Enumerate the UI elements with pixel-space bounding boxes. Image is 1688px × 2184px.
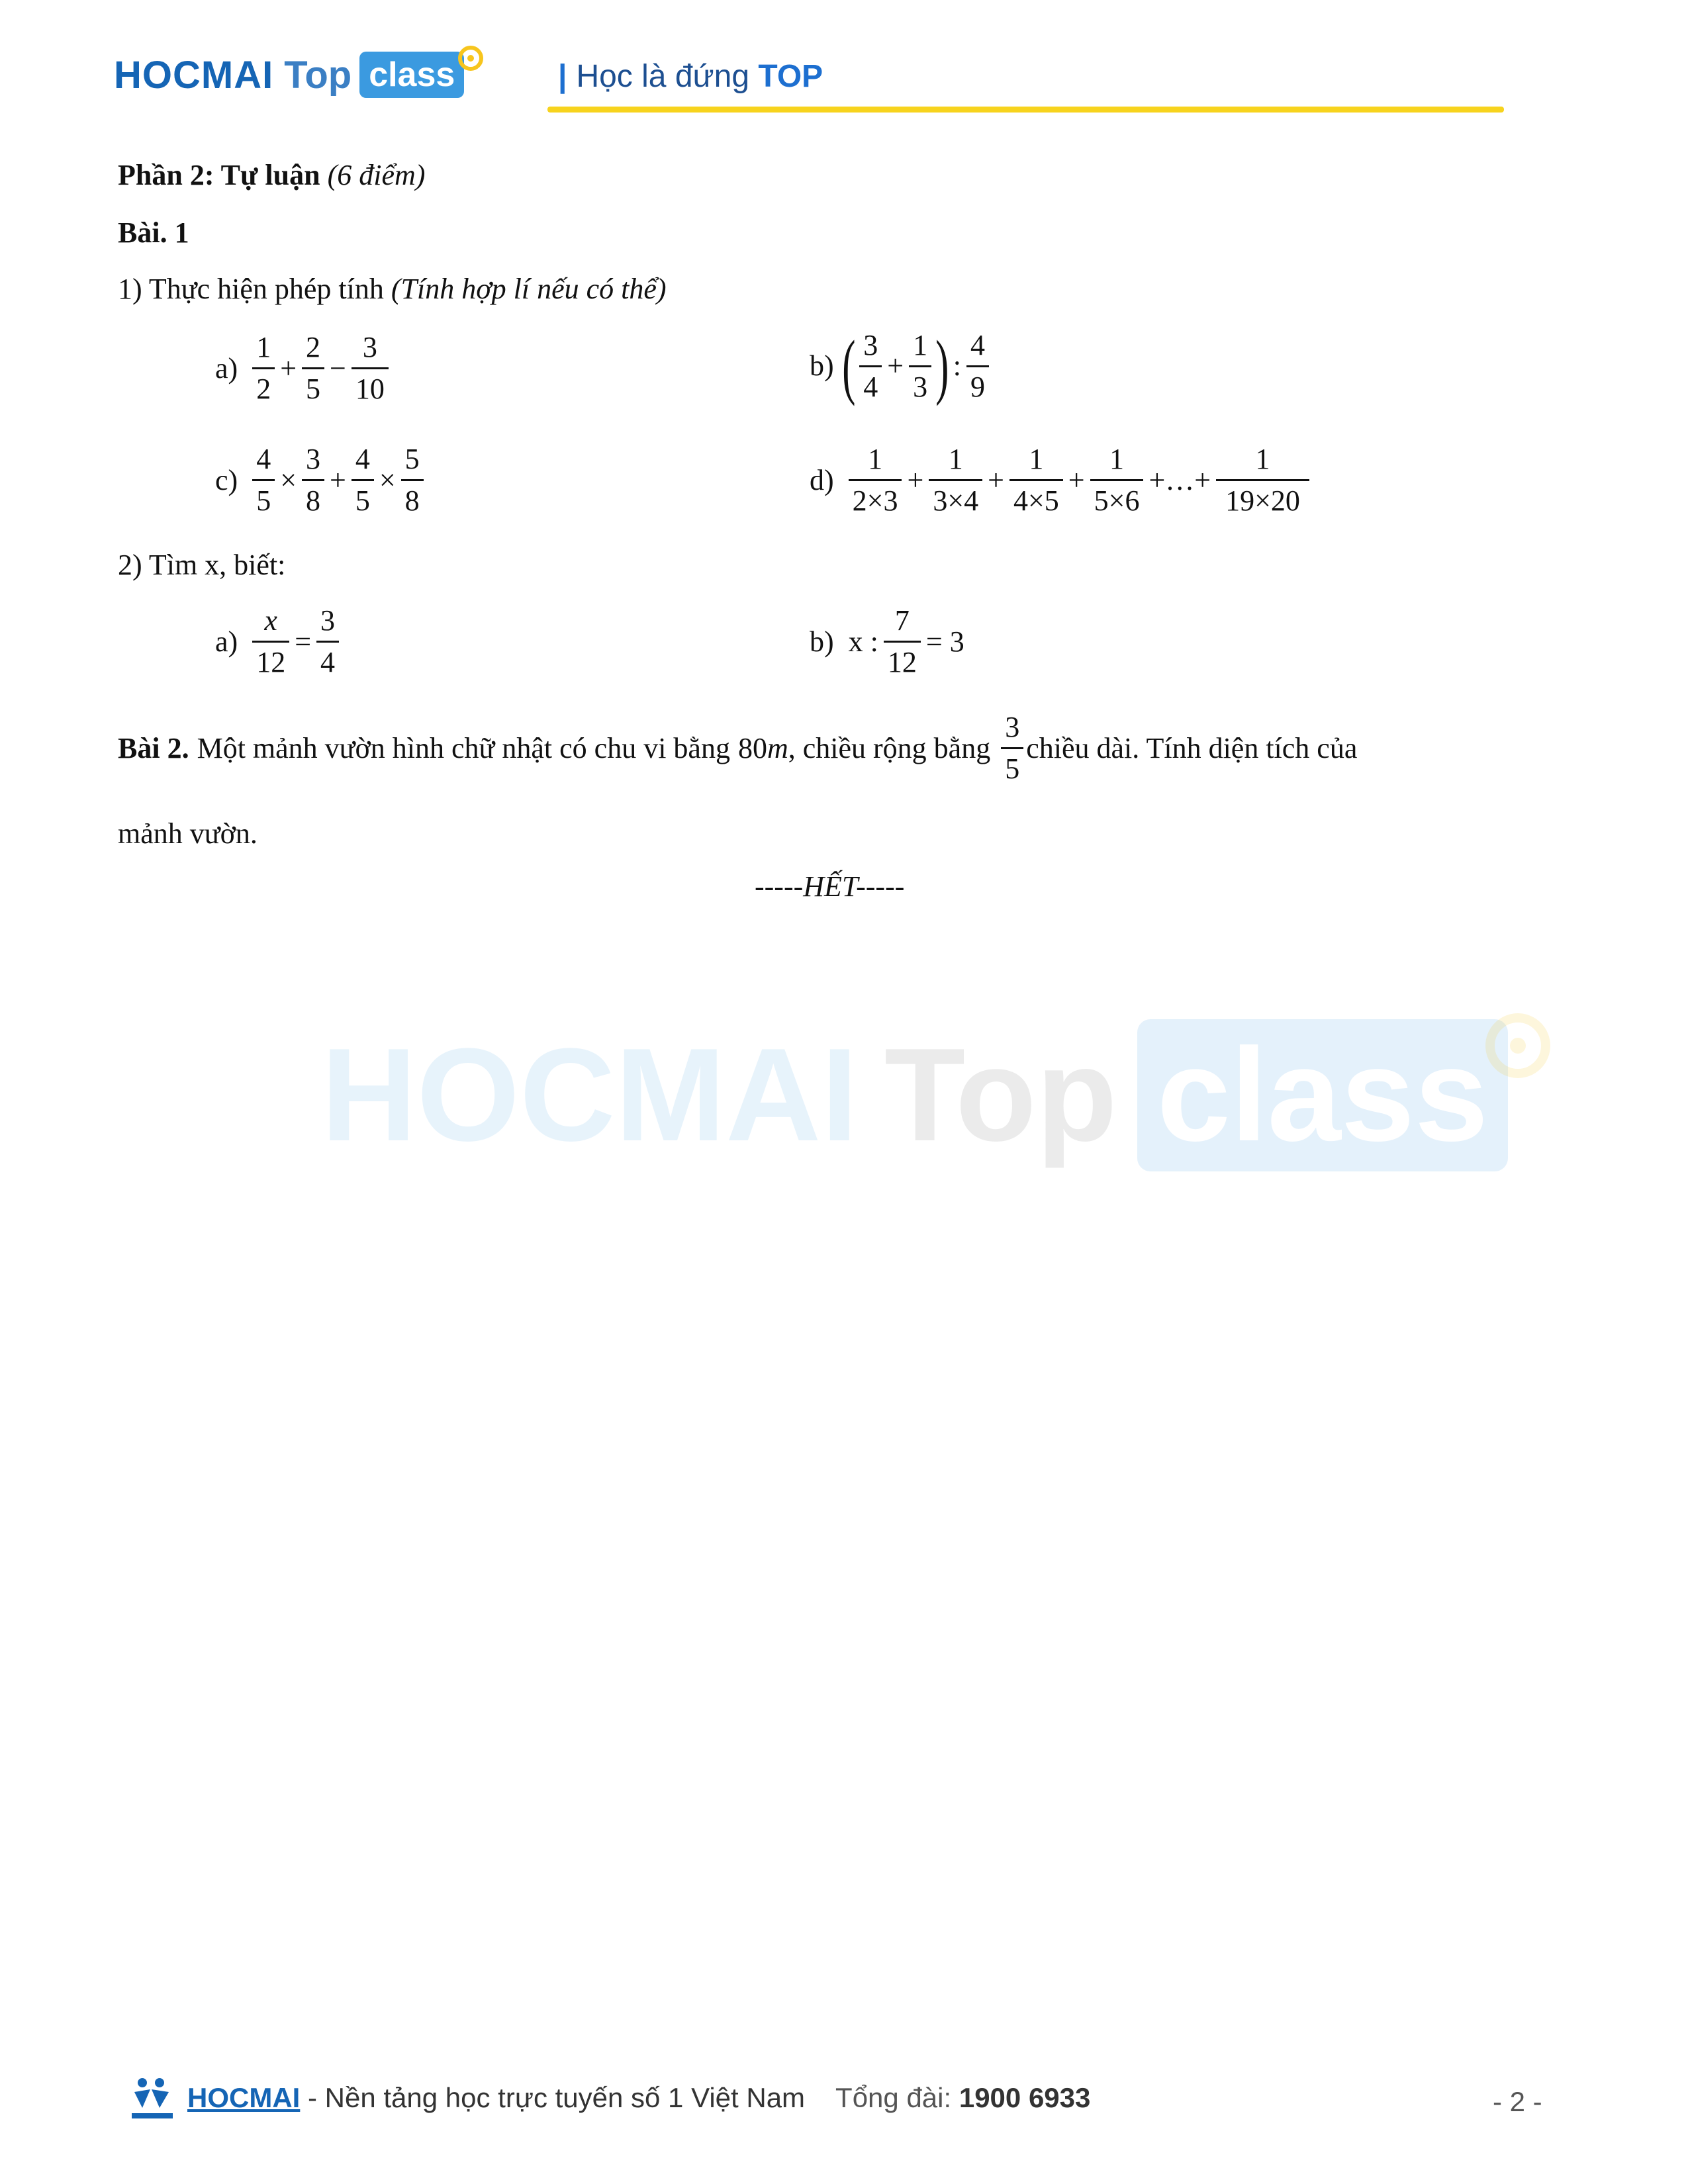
- exercise-1a: [215, 333, 391, 404]
- label-1c: c): [215, 463, 238, 496]
- logo-top-text: Top: [284, 53, 352, 97]
- fraction: [909, 328, 931, 403]
- numerator: 4: [970, 328, 985, 361]
- denominator: 12: [884, 641, 921, 677]
- fraction: [859, 328, 882, 403]
- fraction: [1001, 713, 1023, 784]
- header-yellow-rule: [547, 107, 1504, 113]
- numerator: x: [264, 604, 277, 637]
- part1-prompt-text: 1) Thực hiện phép tính: [118, 273, 384, 305]
- operator-dots: +…+: [1149, 463, 1211, 496]
- hocmai-people-icon: [129, 2075, 175, 2121]
- exercise-2b: [810, 606, 967, 677]
- bai2-text3: chiều dài. Tính diện tích của: [1026, 731, 1358, 764]
- denominator: 10: [352, 367, 389, 404]
- numerator: 1: [1255, 443, 1270, 475]
- part2-prompt-text: 2) Tìm x, biết:: [118, 549, 286, 581]
- watermark: [321, 1019, 1554, 1171]
- fraction: [352, 445, 374, 516]
- section-title: [118, 161, 425, 190]
- denominator: 8: [401, 479, 424, 516]
- watermark-gear-icon: [1481, 1009, 1554, 1082]
- operator: ×: [379, 463, 396, 496]
- bai2-text4: mảnh vườn.: [118, 817, 258, 850]
- exercise-1b: [810, 326, 992, 406]
- label-1d: d): [810, 463, 834, 496]
- denominator: 3×4: [929, 479, 982, 516]
- exercise-2a: [215, 606, 342, 677]
- bai2-line1: [118, 713, 1357, 784]
- denominator: 4×5: [1009, 479, 1063, 516]
- fraction: [252, 333, 275, 404]
- slogan-strong: TOP: [758, 59, 823, 94]
- fraction: [966, 328, 989, 403]
- denominator: 2: [252, 367, 275, 404]
- logo-class-badge: class: [359, 52, 464, 98]
- watermark-top: Top: [884, 1021, 1117, 1169]
- denominator: 12: [252, 641, 289, 677]
- denominator: 5: [252, 479, 275, 516]
- footer-tel-number: 1900 6933: [959, 2082, 1091, 2113]
- operator: +: [330, 463, 346, 496]
- part2-prompt: [118, 551, 285, 580]
- left-paren: (: [841, 326, 856, 406]
- section-points: (6 điểm): [327, 159, 426, 191]
- denominator: 8: [302, 479, 324, 516]
- operator: x :: [848, 625, 878, 658]
- numerator: 3: [1005, 711, 1020, 743]
- denominator: 4: [316, 641, 339, 677]
- perimeter-unit: m: [767, 731, 788, 764]
- numerator: 3: [362, 331, 377, 363]
- numerator: 1: [1109, 443, 1125, 475]
- denominator: 5: [352, 479, 374, 516]
- slogan-prefix: Học là đứng: [576, 59, 750, 94]
- operator: +: [907, 463, 924, 496]
- numerator: 1: [913, 328, 928, 361]
- denominator: 2×3: [849, 479, 902, 516]
- bai2-text2: , chiều rộng bằng: [788, 731, 991, 764]
- numerator: 3: [306, 443, 321, 475]
- fraction: [849, 445, 902, 516]
- part1-hint: (Tính hợp lí nếu có thể): [391, 273, 667, 305]
- operator: =: [295, 625, 312, 658]
- fraction: [252, 606, 289, 677]
- denominator: 4: [859, 365, 882, 402]
- fraction: [352, 333, 389, 404]
- header-slogan: [558, 58, 823, 95]
- fraction: [884, 606, 921, 677]
- label-2b: b): [810, 625, 834, 658]
- fraction: [929, 445, 982, 516]
- numerator: 1: [256, 331, 271, 363]
- numerator: 2: [306, 331, 321, 363]
- denominator: 3: [909, 365, 931, 402]
- operator: +: [887, 349, 904, 382]
- label-1a: a): [215, 351, 238, 385]
- numerator: 3: [863, 328, 878, 361]
- operator: :: [953, 349, 961, 382]
- numerator: 3: [320, 604, 336, 637]
- end-mark: [755, 872, 904, 901]
- denominator: 19×20: [1216, 479, 1309, 516]
- bai2-heading: Bài 2.: [118, 731, 189, 764]
- slogan-divider: |: [558, 59, 567, 94]
- bai1-heading: [118, 218, 189, 248]
- fraction: [1216, 445, 1309, 516]
- label-1b: b): [810, 349, 834, 382]
- fraction: [302, 333, 324, 404]
- right-paren: ): [935, 326, 949, 406]
- gear-star-icon: [456, 44, 485, 73]
- denominator: 5: [302, 367, 324, 404]
- fraction: [1090, 445, 1144, 516]
- footer: [129, 2075, 1090, 2121]
- page-number-text: - 2 -: [1493, 2086, 1542, 2117]
- numerator: 1: [868, 443, 883, 475]
- bai2-perimeter: [737, 731, 788, 764]
- operator: +: [1068, 463, 1085, 496]
- footer-brand-link[interactable]: HOCMAI: [187, 2082, 301, 2113]
- fraction: [1009, 445, 1063, 516]
- exercise-1c: [215, 445, 426, 516]
- fraction: [316, 606, 339, 677]
- bai2-line2: [118, 819, 258, 848]
- numerator: 1: [1029, 443, 1044, 475]
- numerator: 7: [894, 604, 910, 637]
- page-number: [1493, 2086, 1542, 2118]
- end-mark-text: -----HẾT-----: [755, 870, 905, 903]
- numerator: 1: [948, 443, 963, 475]
- operator: ×: [280, 463, 297, 496]
- denominator: 5×6: [1090, 479, 1144, 516]
- operator: +: [988, 463, 1004, 496]
- bai1-heading-text: Bài. 1: [118, 216, 189, 249]
- footer-tagline: - Nền tảng học trực tuyến số 1 Việt Nam: [300, 2082, 806, 2113]
- operator: +: [280, 351, 297, 385]
- watermark-hocmai: HOCMAI: [321, 1021, 859, 1169]
- section-title-text: Phần 2: Tự luận: [118, 159, 320, 191]
- operator: −: [330, 351, 346, 385]
- header-logo: [114, 52, 485, 98]
- watermark-class: class: [1137, 1019, 1509, 1171]
- exercise-1d: [810, 445, 1312, 516]
- fraction: [401, 445, 424, 516]
- numerator: 4: [355, 443, 370, 475]
- fraction: [252, 445, 275, 516]
- bai2-text1: Một mảnh vườn hình chữ nhật có chu vi bằng: [197, 731, 730, 764]
- numerator: 4: [256, 443, 271, 475]
- footer-hotline: [835, 2082, 1090, 2114]
- numerator: 5: [404, 443, 420, 475]
- logo-hocmai-text: HOCMAI: [114, 53, 274, 97]
- denominator: 9: [966, 365, 989, 402]
- footer-tel-label: Tổng đài:: [835, 2082, 959, 2113]
- perimeter-number: 80: [737, 731, 767, 764]
- operator: = 3: [925, 625, 964, 658]
- fraction: [302, 445, 324, 516]
- part1-prompt: [118, 275, 667, 304]
- label-2a: a): [215, 625, 238, 658]
- denominator: 5: [1001, 747, 1023, 784]
